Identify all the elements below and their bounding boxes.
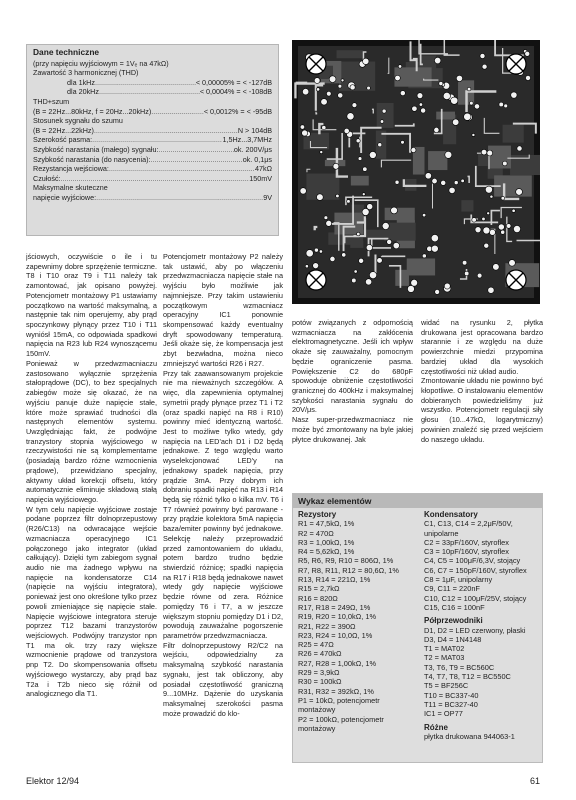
spec-row	[33, 183, 272, 193]
spec-value: 1,5Hz...3,7MHz	[222, 135, 272, 145]
parts-item: T10 = BC337-40	[424, 690, 479, 700]
article-paragraph: jściowych, oczywiście o ile i tu zapewnimy dobre sprzężenie termiczne. T8 i T10 oraz T9 i T11 należy tak zamontować, jak opisano powyżej. Potencjometr montażowy P1 ustawiamy początkowo na wartość maksymalną, a następnie tak nim operujemy, aby prąd spoczynkowy płynący przez T10 i T11 wyniósł 15mA, co odpowiada spadkowi napięcia na R23 lub R24 wynoszącemu 150mV.	[26, 252, 157, 359]
parts-item: P1 = 10kΩ, potencjometr	[298, 695, 380, 705]
parts-item: C15, C16 = 100nF	[424, 602, 485, 612]
spec-value: 47kΩ	[255, 164, 272, 174]
specs-title: Dane techniczne	[33, 47, 100, 57]
spec-row	[33, 78, 272, 88]
article-column-2	[163, 252, 283, 784]
spec-row	[33, 107, 272, 117]
parts-item: R26 = 470kΩ	[298, 649, 342, 659]
parts-item: C3 = 10pF/160V, styroflex	[424, 547, 509, 557]
parts-item: R17, R18 = 249Ω, 1%	[298, 602, 371, 612]
spec-row	[33, 155, 272, 165]
spec-leader-dots	[151, 107, 204, 117]
spec-leader-dots	[99, 87, 200, 97]
article-paragraph: W tym celu napięcie wyjściowe zostaje podane poprzez filtr dolnoprzepustowy (R26/C13) na odwracające wejście wzmacniacza operacyjnego IC1 połączonego jako integrator (układ całkujący). Dzięki tym zabiegom sygnał audio nie ma żadnego wpływu na napięcie na kondensatorze C14 (napięcie na wyjściu integratora), ponieważ jest ono określone tylko przez powoli zmieniające się napięcie stałe. Napięcie wyjściowe integratora steruje poprzez T12 bazami tranzystorów wejściowych. Podwójny tranzystor npn T1 ma ok. trzy razy większe wzmocnienie prądowe od tranzystora pnp T2. Do skompensowania offsetu wyjściowego wystarczy, aby prąd baz T2a i T2b nieco się różnił od analogicznego dla T1.	[26, 504, 157, 699]
pcb-layout-image	[292, 40, 540, 304]
spec-value: 150mV	[249, 173, 272, 183]
spec-leader-dots	[95, 78, 196, 88]
parts-item: R2 = 470Ω	[298, 528, 334, 538]
spec-label: THD+szum	[33, 96, 70, 106]
parts-item: D3, D4 = 1N4148	[424, 634, 482, 644]
spec-row	[33, 68, 272, 78]
parts-item: R25 = 47Ω	[298, 640, 334, 650]
spec-label: dla 20kHz	[67, 87, 99, 97]
parts-item: T5 = BF256C	[424, 681, 469, 691]
parts-item: R31, R32 = 392kΩ, 1%	[298, 686, 374, 696]
spec-value: < 0,0004% = < -108dB	[199, 87, 272, 97]
parts-item: C8 = 1μF, unipolarny	[424, 575, 493, 585]
spec-leader-dots	[158, 145, 233, 155]
spec-row	[33, 126, 272, 136]
parts-category-title: Półprzewodniki	[424, 616, 483, 626]
spec-value: ok. 200V/μs	[233, 144, 272, 154]
parts-item: C1, C13, C14 = 2,2μF/50V,	[424, 519, 513, 529]
spec-label: napięcie wyjściowe:	[33, 192, 97, 202]
parts-item: R19, R20 = 10,0kΩ, 1%	[298, 612, 377, 622]
spec-row	[33, 145, 272, 155]
parts-item: R23, R24 = 10,0Ω, 1%	[298, 630, 373, 640]
parts-item: C9, C11 = 220nF	[424, 584, 480, 594]
parts-item: R3 = 1,00kΩ, 1%	[298, 537, 355, 547]
spec-row	[33, 97, 272, 107]
parts-item: C2 = 33pF/160V, styroflex	[424, 537, 509, 547]
spec-value: N > 104dB	[237, 125, 272, 135]
article-paragraph: Przy tak zaawansowanym projekcie nie ma nieważnych szczegółów. A więc, dla zapewnienia optymalnej symetrii prądy płynące przez T1 i T2 (oraz spadki napięć na R8 i R10) powinny mieć identyczną wartość. Jest to możliwe tylko wtedy, gdy napięcia na LED'ach D1 i D2 będą jednakowe. Z tego względu warto wyselekcjonować LED'y na jednakowy spadek napięcia, przy prądzie 3mA. Przy dobrym ich dobraniu spadki napięć na R13 i R14 będą się różnić tylko o kilka mV. T6 i T7 również powinny być parowane - przy prądzie kolektora 5mA napięcia baza/emiter powinny być jednakowe. Selekcję należy przeprowadzić przed zamontowaniem do układu, potem bardzo trudno będzie stwierdzić różnicę; spadki napięcia na R17 i R18 będą jednakowe nawet wtedy gdy napięcie wyjściowe będzie równe od zera. Różnice pomiędzy T6 i T7, a w jeszcze większym stopniu pomiędzy D1 i D2, powodują zauważalne pogorszenie parametrów przedwzmacniacza.	[163, 368, 283, 641]
footer-page-number: 61	[529, 776, 540, 786]
spec-value: ok. 0,1μs	[242, 154, 272, 164]
parts-category-title: Różne	[424, 722, 448, 732]
parts-item: R30 = 100kΩ	[298, 677, 342, 687]
article-paragraph: Potencjometr montażowy P2 należy tak ustawić, aby po włączeniu przedwzmacniacza napięcie stałe na wyjściu było możliwie jak najmniejsze. Przy takim ustawieniu początkowym wzmacniacz operacyjny IC1 ponownie skompensować każdy eventualny dryft spowodowany temperaturą. Jeśli okaże się, że kompensacja jest zbyt bezwładna, można nieco zmniejszyć wartości R26 i R27.	[163, 252, 283, 368]
spec-label: Maksymalne skuteczne	[33, 183, 108, 193]
parts-column-left	[298, 510, 399, 733]
spec-row	[33, 174, 272, 184]
parts-item: D1, D2 = LED czerwony, płaski	[424, 625, 526, 635]
article-paragraph: Ponieważ w przedwzmacniaczu zastosowano wyłącznie sprzężenia stałoprądowe (DC), to bez specjalnych zabiegów może się okazać, że na wyjściu panuje duże napięcie stałe, które może sprawiać trudności dla następnych elementów systemu. Uwzględniając fakt, że podwójne tranzystory stopnia wyjściowego w rzeczywistości nie są komplementarne (posiadają bardzo różne wzmocnienia prądowe), przewidziano specjalny, aktywny układ korekcji offsetu, który automatycznie eliminuje składową stałą napięcia wyjściowego.	[26, 358, 157, 504]
parts-item: R13, R14 = 221Ω, 1%	[298, 575, 371, 585]
spec-row	[33, 116, 272, 126]
spec-leader-dots	[61, 174, 250, 184]
spec-row	[33, 135, 272, 145]
spec-label: Szybkość narastania (małego) sygnału:	[33, 144, 159, 154]
spec-label: dla 1kHz	[67, 77, 95, 87]
parts-item: P2 = 100kΩ, potencjometr	[298, 714, 384, 724]
spec-row	[33, 59, 272, 69]
parts-item: T1 = MAT02	[424, 644, 465, 654]
spec-label: (B = 22Hz...22kHz)	[33, 125, 94, 135]
spec-value: < 0,0012% = < -95dB	[203, 106, 272, 116]
spec-leader-dots	[94, 126, 238, 136]
article-paragraph: Nasz super-przedwzmacniacz nie może być zmontowany na byle jakiej płytce drukowanej. Jak	[292, 415, 413, 444]
parts-item: unipolarne	[424, 528, 459, 538]
parts-item: R29 = 3,9kΩ	[298, 668, 340, 678]
spec-row	[33, 164, 272, 174]
parts-item: R5, R6, R9, R10 = 806Ω, 1%	[298, 556, 394, 566]
parts-item: R16 = 820Ω	[298, 593, 338, 603]
parts-item: R1 = 47,5kΩ, 1%	[298, 519, 355, 529]
article-paragraph: Zmontowanie układu nie powinno być kłopotliwe. O instalowaniu elementów dobieranych powiedzieliśmy już wszystko. Potencjometr regulacji siły głosu (10...47kΩ, logarytmiczny) powinien znaleźć się przed wejściem do naszego układu.	[421, 376, 543, 444]
parts-item: montażowy	[298, 723, 336, 733]
parts-item: R27, R28 = 1,00kΩ, 1%	[298, 658, 377, 668]
parts-category-title: Kondensatory	[424, 510, 478, 519]
spec-label: Czułość:	[33, 173, 61, 183]
parts-item: C10, C12 = 100μF/25V, stojący	[424, 593, 527, 603]
spec-row	[33, 87, 272, 97]
article-column-4	[421, 318, 543, 486]
spec-label: Zawartość 3 harmonicznej (THD)	[33, 68, 139, 78]
spec-leader-dots	[92, 135, 222, 145]
spec-value: < 0,00005% = < -127dB	[195, 77, 272, 87]
parts-item: T2 = MAT03	[424, 653, 465, 663]
spec-value: 9V	[263, 192, 272, 202]
parts-item: IC1 = OP77	[424, 709, 463, 719]
technical-data-box	[26, 44, 279, 236]
parts-item: R4 = 5,62kΩ, 1%	[298, 547, 355, 557]
spec-label: Rezystancja wejściowa:	[33, 164, 109, 174]
parts-item: C4, C5 = 100μF/6,3V, stojący	[424, 556, 521, 566]
article-column-3	[292, 318, 413, 486]
parts-item: montażowy	[298, 705, 336, 715]
article-paragraph: widać na rysunku 2, płytka drukowana jest opracowana bardzo starannie i ze względu na duże powierzchnie miedzi przypomina bardziej układ dla wysokich częstotliwości niż układ audio.	[421, 318, 543, 376]
parts-category-title: Rezystory	[298, 510, 337, 519]
parts-item: R21, R22 = 390Ω	[298, 621, 356, 631]
parts-list-title: Wykaz elementów	[293, 494, 542, 508]
parts-item: płytka drukowana 944063-1	[424, 731, 515, 741]
spec-label: Szybkość narastania (do nasycenia):	[33, 154, 151, 164]
spec-label: Szerokość pasma:	[33, 135, 93, 145]
specs-rows	[33, 59, 272, 203]
spec-row	[33, 193, 272, 203]
spec-leader-dots	[150, 155, 242, 165]
footer-magazine-issue: Elektor 12/94	[26, 776, 80, 786]
parts-column-right	[424, 510, 527, 741]
parts-item: R15 = 2,7kΩ	[298, 584, 340, 594]
article-paragraph: Filtr dolnoprzepustowy R2/C2 na wejściu, odpowiedzialny za maksymalną szybkość narastania sygnału, jest tak obliczony, aby posiadał częstotliwość graniczną 9...10MHz. Dążenie do uzyskania maksymalnej szerokości pasma może prowadzić do klo-	[163, 640, 283, 718]
parts-item: T3, T6, T9 = BC560C	[424, 662, 495, 672]
parts-item: T4, T7, T8, T12 = BC550C	[424, 672, 511, 682]
spec-label: (B = 22Hz...80kHz, f = 20Hz...20kHz)	[33, 106, 152, 116]
parts-item: T11 = BC327-40	[424, 699, 478, 709]
spec-leader-dots	[96, 193, 263, 203]
parts-item: R7, R8, R11, R12 = 80,6Ω, 1%	[298, 565, 399, 575]
spec-label: (przy napięciu wyjściowym = 1Vₑ na 47kΩ)	[33, 58, 169, 68]
article-column-1	[26, 252, 157, 784]
spec-label: Stosunek sygnału do szumu	[33, 116, 123, 126]
parts-item: C6, C7 = 150pF/160V, styroflex	[424, 565, 527, 575]
spec-leader-dots	[109, 164, 255, 174]
parts-list-box	[292, 493, 543, 763]
article-paragraph: potów związanych z odpornością wzmacniacza na zakłócenia elektromagnetyczne. Jeśli ich wpływ okaże się zauważalny, pomocnym będzie ograniczenie pasma. Powiększenie C2 do 680pF spowoduje obniżenie częstotliwości granicznej do 400kHz i maksymalnej szybkości narastania sygnału do 20V/μs.	[292, 318, 413, 415]
